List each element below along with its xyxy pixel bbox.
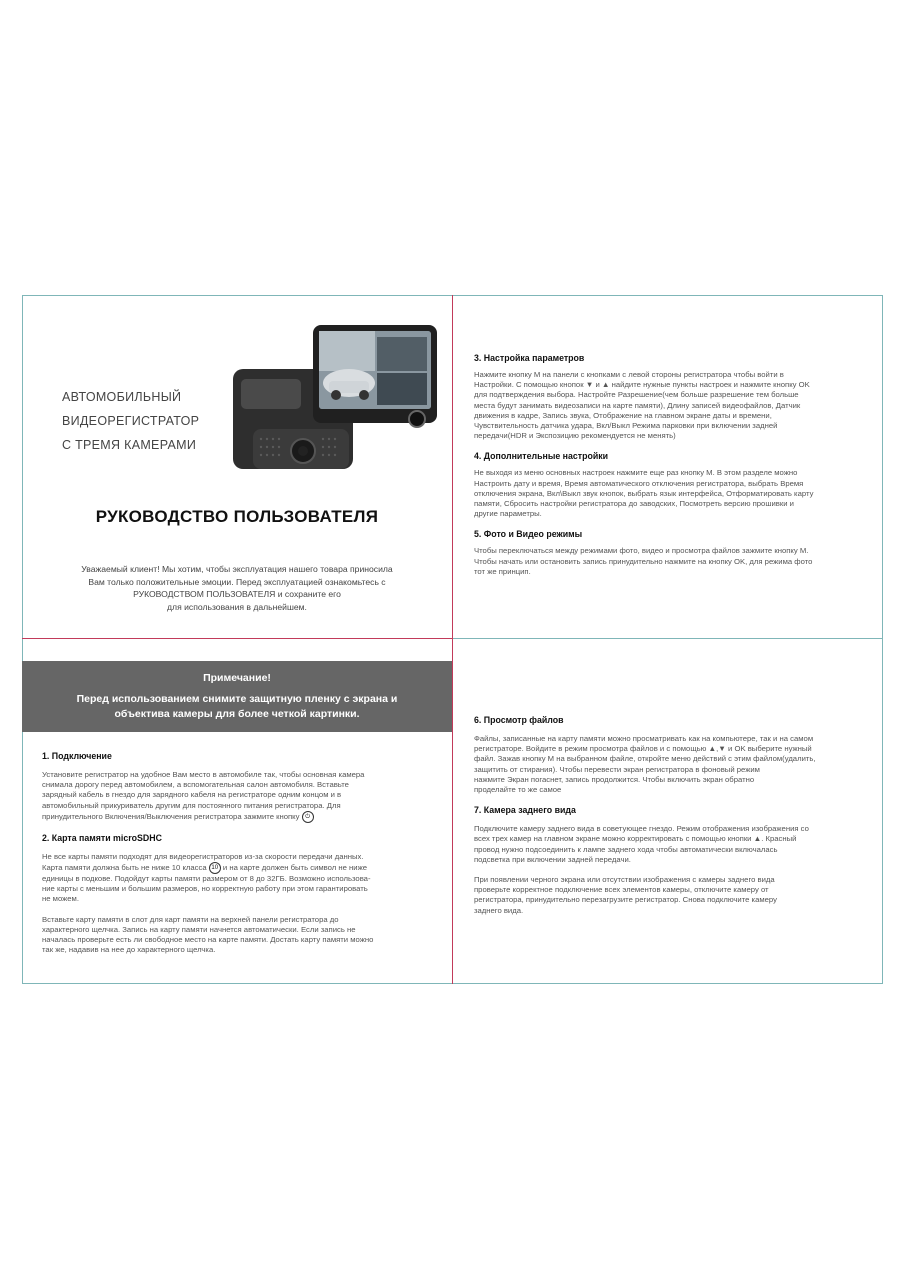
section-4-line: памяти, Сбросить настройки регистратора до заводских, Посмотреть версию прошивки и (474, 499, 794, 509)
section-1-line: Установите регистратор на удобное Вам место в автомобиле так, чтобы основная камера (42, 770, 365, 779)
section-2-line: ние карты с меньшим и большим размеров, но корректную работу при этом гарантировать (42, 884, 368, 894)
section-1-line: снимала дорогу перед автомобилем, а вспомогательная салон автомобиля. Вставьте (42, 780, 349, 790)
power-icon: ⏻ (302, 811, 314, 823)
horizontal-divider-right (453, 638, 883, 639)
section-2-line: не можем. (42, 894, 79, 904)
section-2-line: началась проверьте есть ли свободное место на карте памяти. Достать карту памяти можно (42, 935, 374, 945)
section-2-line: характерного щелчка. Запись на карту памяти начнется автоматически. Если запись не (42, 924, 356, 934)
section-3-line: Нажмите кнопку M на панели с кнопками с левой стороны регистратора чтобы войти в (474, 370, 784, 379)
section-7-line: При появлении черного экрана или отсутствии изображения с камеры заднего вида (474, 875, 775, 885)
note-banner (22, 661, 452, 732)
section-7-line: всех трех камер на главном экране можно корректировать с помощью кнопки ▲. Красный (474, 834, 797, 844)
section-6-line: файл. Зажав кнопку M на выбранном файле, откройте меню действий с этим файлом(удалить, (474, 754, 816, 764)
section-7-line: подсветка при включении задней передачи. (474, 854, 631, 864)
section-3-line: места будут занимать видеозаписи на карте памяти), Длину записей видеофайлов, Датчик (474, 400, 801, 410)
section-7-line: заднего вида. (474, 905, 524, 915)
note-body: Перед использованием снимите защитную пленку с экрана и объектива камеры для более четкой картинки. (76, 693, 398, 720)
section-2-line: так же, надавив на нее до характерного щелчка. (42, 945, 216, 955)
section-3 (474, 353, 869, 577)
section-4-line: Не выходя из меню основных настроек нажмите еще раз кнопку M. В этом разделе можно (474, 468, 798, 478)
class10-icon: 10 (209, 862, 221, 874)
section-1-line: зарядный кабель в гнездо для зарядного кабеля на регистраторе одним концом и в (42, 790, 342, 800)
section-5-line: Чтобы начать или остановить запись принудительно нажмите на кнопку OK, для режима фото (474, 556, 813, 566)
manual-sheet (22, 295, 884, 985)
section-6-line: Файлы, записанные на карту памяти можно просматривать как на компьютере, так и на самом (474, 734, 814, 743)
section-5-title: 5. Фото и Видео режимы (474, 529, 583, 540)
section-4-line: Настроить дату и время, Время автоматического отключения регистратора, выбрать Время (474, 478, 804, 488)
section-3-line: движения в кадре, Запись звука, Отображение на главном экране даты и времени, (474, 410, 772, 420)
section-4-title: 4. Дополнительные настройки (474, 451, 609, 462)
horizontal-divider-left (22, 638, 452, 639)
section-7-line: провод нужно подсоединить к лампе заднего хода чтобы автоматически включалась (474, 844, 778, 854)
section-6-title: 6. Просмотр файлов (474, 715, 564, 725)
section-2-line: Не все карты памяти подходят для видеорегистраторов из-за скорости передачи данных. (42, 851, 364, 861)
section-2-title: 2. Карта памяти microSDHC (42, 832, 162, 843)
section-7-line: проверьте корректное подключение всех элементов камеры, отключите камеру от (474, 885, 769, 895)
section-1-line: автомобильный прикуриватель другим для постоянного питания регистратора. Для (42, 800, 341, 810)
section-2-line: Карта памяти должна быть не ниже 10 класса 10 и на карте должен быть символ не ниже (42, 863, 367, 873)
cover-subtitle: АВТОМОБИЛЬНЫЙ ВИДЕОРЕГИСТРАТОР С ТРЕМЯ КАМЕРАМИ (62, 390, 200, 452)
note-title: Примечание! (203, 672, 271, 684)
section-3-line: Чувствительность датчика удара, Вкл/Выкл Режима парковки при включении задней (474, 421, 778, 431)
section-1-title: 1. Подключение (42, 751, 112, 761)
section-1 (42, 751, 442, 955)
section-3-line: передачи(HDR и Экспозицию рекомендуется не менять) (474, 431, 676, 441)
section-3-line: для подтверждения выбора. Настройте Разрешение(чем больше разрешение тем больше (474, 390, 799, 400)
section-2-line: единицы в подкове. Подойдут карты памяти размером от 8 до 32ГБ. Возможно использова- (42, 874, 371, 884)
section-3-line: Настройки. С помощью кнопок ▼ и ▲ найдите нужные пункты настроек и нажмите кнопку OK (474, 380, 810, 390)
cover-title: РУКОВОДСТВО ПОЛЬЗОВАТЕЛЯ (95, 507, 379, 526)
section-3-title: 3. Настройка параметров (474, 353, 585, 363)
section-7-title: 7. Камера заднего вида (474, 805, 576, 816)
section-5-line: Чтобы переключаться между режимами фото, видео и просмотра файлов зажмите кнопку M. (474, 546, 809, 556)
section-6-line: нажмите Экран погаснет, запись продолжится. Чтобы включить экран обратно (474, 774, 755, 784)
section-6-line: проделайте то же самое (474, 785, 562, 795)
section-5-line: тот же принцип. (474, 566, 531, 576)
section-6 (474, 715, 869, 916)
section-6-line: защитить от стирания). Чтобы перевести экран регистратора в фоновый режим (474, 764, 760, 774)
section-4-line: другие параметры. (474, 509, 542, 519)
vertical-divider (452, 295, 453, 984)
section-7-line: Подключите камеру заднего вида в советующее гнездо. Режим отображения изображения со (474, 824, 809, 834)
section-2-line: Вставьте карту памяти в слот для карт памяти на верхней панели регистратора до (42, 914, 339, 924)
intro-text: Уважаемый клиент! Мы хотим, чтобы эксплуатация нашего товара приносила Вам только положительные эмоции. Перед эксплуатацией ознакомьтесь с РУКОВОДСТВОМ ПОЛЬЗОВАТЕЛЯ и сохраните его для использования в дальнейшем. (81, 564, 393, 612)
dashcam-image (227, 325, 442, 475)
section-4-line: отключения экрана, Вкл\Выкл звук кнопок, выбрать язык интерфейса, Отформатировать карту (474, 488, 814, 498)
section-1-line-last: принудительного Включения/Выключения регистратора зажмите кнопку ⏻ (42, 811, 442, 823)
section-7-line: регистратора, принудительно перезагрузите регистратор. Снова подключите камеру (474, 895, 777, 905)
section-6-line: регистраторе. Войдите в режим просмотра файлов и с помощью ▲,▼ и OK выберите нужный (474, 744, 812, 754)
